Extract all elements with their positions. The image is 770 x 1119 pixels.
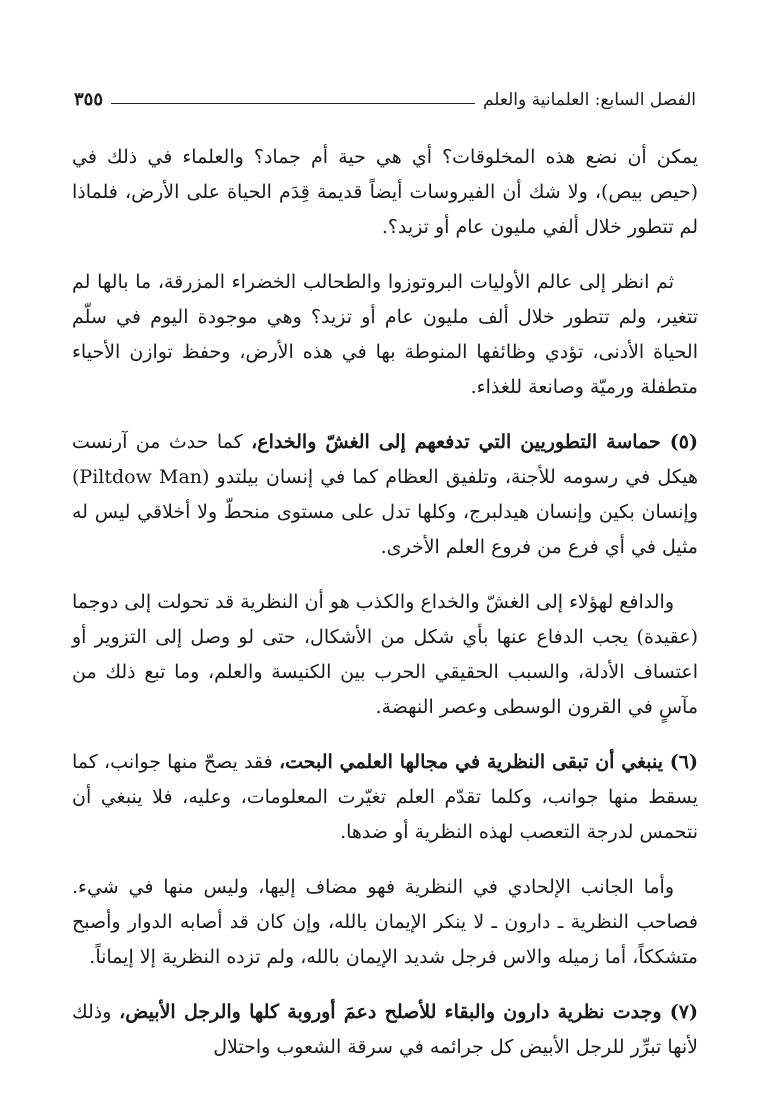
page-body (72, 140, 698, 1085)
paragraph-5 (72, 745, 698, 850)
paragraph-1 (72, 140, 698, 245)
section-heading-6: (٦) ينبغي أن تبقى النظرية في مجالها العلمي البحت، (278, 751, 698, 773)
paragraph-2 (72, 265, 698, 405)
paragraph-4 (72, 585, 698, 725)
running-header (74, 84, 696, 110)
paragraph-text: وذلك لأنها تبرِّر للرجل الأبيض كل جرائمه في سرقة الشعوب واحتلال (72, 1001, 698, 1058)
paragraph-6 (72, 870, 698, 975)
section-heading-7: (٧) وجدت نظرية دارون والبقاء للأصلح دعمَ أوروبة كلها والرجل الأبيض، (119, 1001, 698, 1023)
paragraph-text: ثم انظر إلى عالم الأوليات البروتوزوا والطحالب الخضراء المزرقة، ما بالها لم تتغير، ولم تتطور خلال ألف مليون عام أو تزيد؟ وهي موجودة اليوم في سلّم الحياة الأدنى، تؤدي وظائفها المنوطة بها في هذه الأرض، وحفظ توازن الأحياء متطفلة ورميّة وصانعة للغذاء. (72, 271, 698, 398)
paragraph-text: وأما الجانب الإلحادي في النظرية فهو مضاف إليها، وليس منها في شيء. فصاحب النظرية ـ دارون ـ لا ينكر الإيمان بالله، وإن كان قد أصابه الدوار وأصبح متشككاً، أما زميله والاس فرجل شديد الإيمان بالله، ولم تزده النظرية إلا إيماناً. (72, 876, 698, 968)
page-number: ٣٥٥ (74, 89, 104, 110)
section-heading-5: (٥) حماسة التطوريين التي تدفعهم إلى الغشّ والخداع، (251, 431, 699, 453)
paragraph-text: فقد يصحّ منها جوانب، كما يسقط منها جوانب، وكلما تقدّم العلم تغيّرت المعلومات، وعليه، فلا ينبغي أن نتحمس لدرجة التعصب لهذه النظرية أو ضدها. (72, 751, 698, 843)
paragraph-text: كما حدث من آرنست هيكل في رسومه للأجنة، وتلفيق العظام كما في إنسان بيلتدو (Piltdow Man) وإنسان بكين وإنسان هيدلبرج، وكلها تدل على مستوى منحطّ ولا أخلاقي ليس له مثيل في أي فرع من فروع العلم الأخرى. (72, 431, 698, 558)
chapter-title: الفصل السابع: العلمانية والعلم (482, 90, 696, 110)
paragraph-text: والدافع لهؤلاء إلى الغشّ والخداع والكذب هو أن النظرية قد تحولت إلى دوجما (عقيدة) يجب الدفاع عنها بأي شكل من الأشكال، حتى لو وصل إلى التزوير أو اعتساف الأدلة، والسبب الحقيقي الحرب بين الكنيسة والعلم، وما تبع ذلك من مآسٍ في القرون الوسطى وعصر النهضة. (72, 591, 698, 718)
paragraph-text: يمكن أن نضع هذه المخلوقات؟ أي هي حية أم جماد؟ والعلماء في ذلك في (حيص بيص)، ولا شك أن الفيروسات أيضاً قديمة قِدَم الحياة على الأرض، فلماذا لم تتطور خلال ألفي مليون عام أو تزيد؟. (72, 146, 698, 238)
header-rule (111, 103, 475, 104)
paragraph-3 (72, 425, 698, 565)
paragraph-7 (72, 995, 698, 1065)
